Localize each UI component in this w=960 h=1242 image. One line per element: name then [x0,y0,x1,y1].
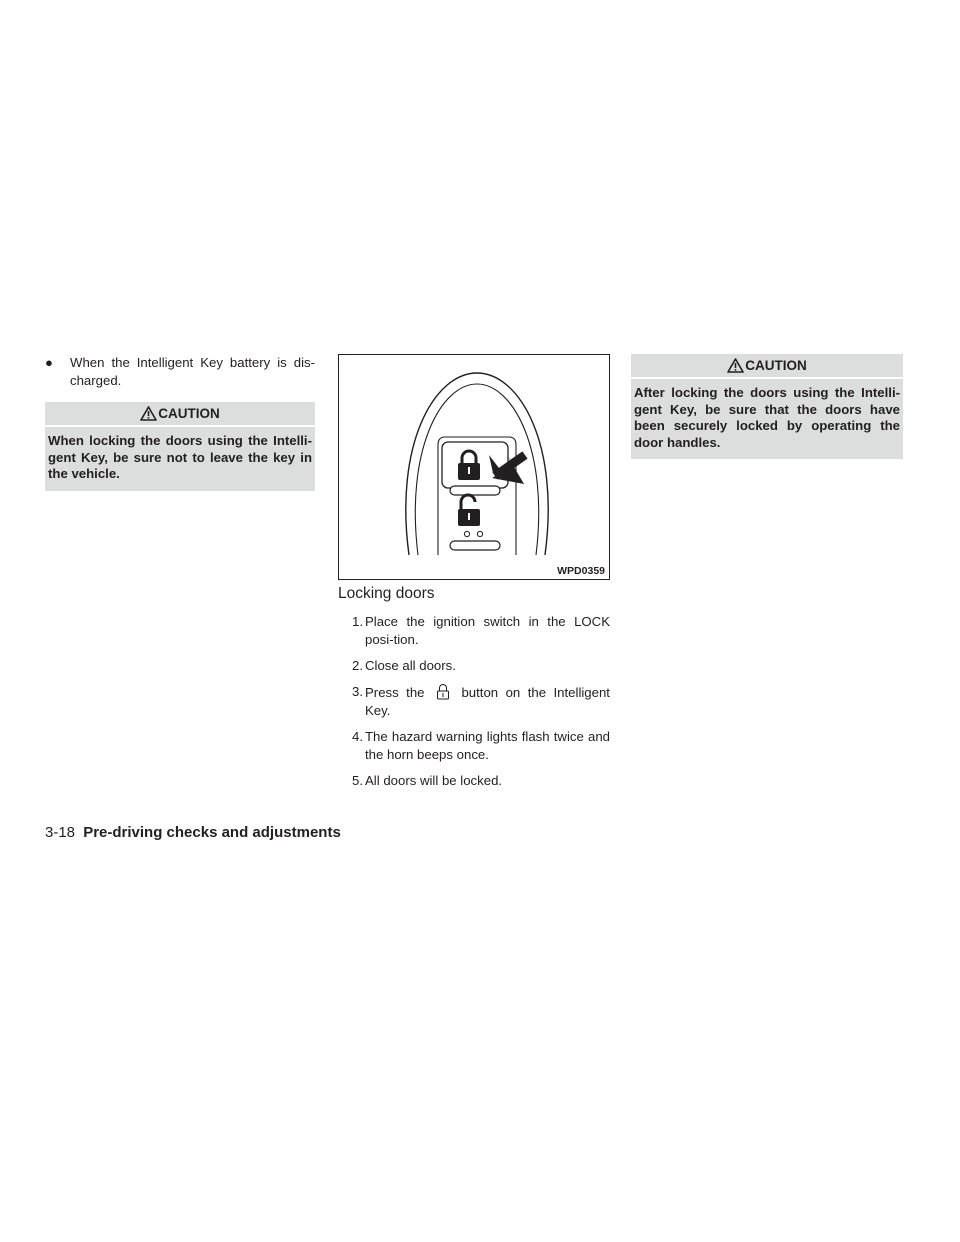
caution-heading [631,354,903,377]
caution-heading [45,402,315,425]
caution-label: CAUTION [158,406,220,421]
caution-label: CAUTION [745,358,807,373]
warning-triangle-icon [140,406,157,421]
caution-box [45,402,315,491]
right-column [631,354,903,459]
middle-column [338,354,610,798]
warning-triangle-icon [727,358,744,373]
step-number: 5. [352,773,363,788]
step-item [338,683,610,720]
chapter-title: Pre-driving checks and adjustments [83,824,341,841]
page-number: 3-18 [45,824,76,841]
caution-text: When locking the doors using the Intelli-gent Key, be sure not to leave the key in the vehicle. [45,425,315,491]
step-item [338,772,610,790]
step-number: 2. [352,658,363,673]
step-text-before: Press the [365,685,425,700]
step-item [338,613,610,649]
step-item [338,728,610,764]
step-text: The hazard warning lights flash twice and the horn beeps once. [365,729,610,762]
bullet-item [45,354,315,390]
step-text: Place the ignition switch in the LOCK posi-tion. [365,614,610,647]
bullet-mark: ● [45,355,53,370]
step-text: All doors will be locked. [365,773,503,788]
caution-box [631,354,903,459]
page-footer [45,824,341,841]
step-number: 1. [352,614,363,629]
steps-list [338,613,610,790]
section-title: Locking doors [338,585,435,602]
figure-intelligent-key [338,354,610,580]
figure-id: WPD0359 [557,565,605,577]
bullet-text: When the Intelligent Key battery is dis-charged. [70,355,315,388]
step-text: Close all doors. [365,658,456,673]
lock-button-icon [436,683,450,701]
step-item [338,657,610,675]
step-number: 4. [352,729,363,744]
left-column [45,354,315,491]
intelligent-key-fob [339,355,609,579]
caution-text: After locking the doors using the Intelli-gent Key, be sure that the doors have been securely locked by operating the door handles. [631,377,903,459]
step-number: 3. [352,684,363,699]
step-text-after: button on the Intelligent Key. [365,685,610,718]
